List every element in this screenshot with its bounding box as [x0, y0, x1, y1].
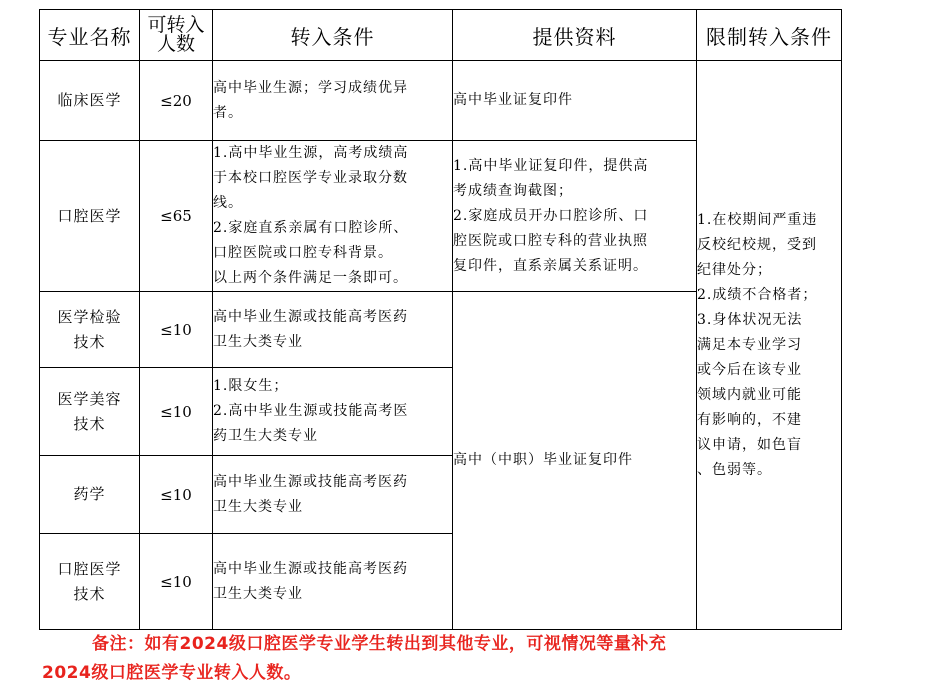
- header-documents: 提供资料: [453, 10, 697, 61]
- header-row: [40, 10, 842, 61]
- footnote: [42, 630, 842, 688]
- documents-cell: 1.高中毕业证复印件，提供高 考成绩查询截图； 2.家庭成员开办口腔诊所、口 腔医院或口腔专科的营业执照 复印件，直系亲属关系证明。: [453, 141, 697, 292]
- conditions-cell: 高中毕业生源；学习成绩优异 者。: [213, 61, 453, 141]
- major-cell: 药学: [40, 456, 140, 534]
- documents-cell: 高中毕业证复印件: [453, 61, 697, 141]
- header-restrictions: 限制转入条件: [697, 10, 842, 61]
- count-cell: ≤10: [140, 368, 213, 456]
- major-cell: 口腔医学 技术: [40, 534, 140, 630]
- header-count: [140, 10, 213, 61]
- count-cell: ≤20: [140, 61, 213, 141]
- major-cell: 医学美容 技术: [40, 368, 140, 456]
- restrictions-cell: 1.在校期间严重违 反校纪校规，受到 纪律处分； 2.成绩不合格者； 3.身体状况无法 满足本专业学习 或今后在该专业 领域内就业可能 有影响的，不建 议申请，如色盲 、色弱等。: [697, 61, 842, 630]
- count-cell: ≤65: [140, 141, 213, 292]
- count-cell: ≤10: [140, 292, 213, 368]
- conditions-cell: 1.高中毕业生源，高考成绩高 于本校口腔医学专业录取分数 线。 2.家庭直系亲属有口腔诊所、 口腔医院或口腔专科背景。 以上两个条件满足一条即可。: [213, 141, 453, 292]
- conditions-cell: 高中毕业生源或技能高考医药 卫生大类专业: [213, 292, 453, 368]
- transfer-table: [39, 9, 842, 630]
- conditions-cell: 高中毕业生源或技能高考医药 卫生大类专业: [213, 456, 453, 534]
- header-count-line1: 可转入: [147, 14, 205, 36]
- header-count-line2: 人数: [156, 33, 195, 55]
- shared-documents-cell: 高中（中职）毕业证复印件: [453, 292, 697, 630]
- header-conditions: 转入条件: [213, 10, 453, 61]
- conditions-cell: 高中毕业生源或技能高考医药 卫生大类专业: [213, 534, 453, 630]
- header-major: 专业名称: [40, 10, 140, 61]
- footnote-line-1: 备注：如有2024级口腔医学专业学生转出到其他专业，可视情况等量补充: [92, 634, 667, 654]
- count-cell: ≤10: [140, 534, 213, 630]
- footnote-line-2: 2024级口腔医学专业转入人数。: [42, 663, 302, 683]
- table-row: [40, 61, 842, 141]
- major-cell: 口腔医学: [40, 141, 140, 292]
- conditions-cell: 1.限女生； 2.高中毕业生源或技能高考医 药卫生大类专业: [213, 368, 453, 456]
- count-cell: ≤10: [140, 456, 213, 534]
- major-cell: 医学检验 技术: [40, 292, 140, 368]
- major-cell: 临床医学: [40, 61, 140, 141]
